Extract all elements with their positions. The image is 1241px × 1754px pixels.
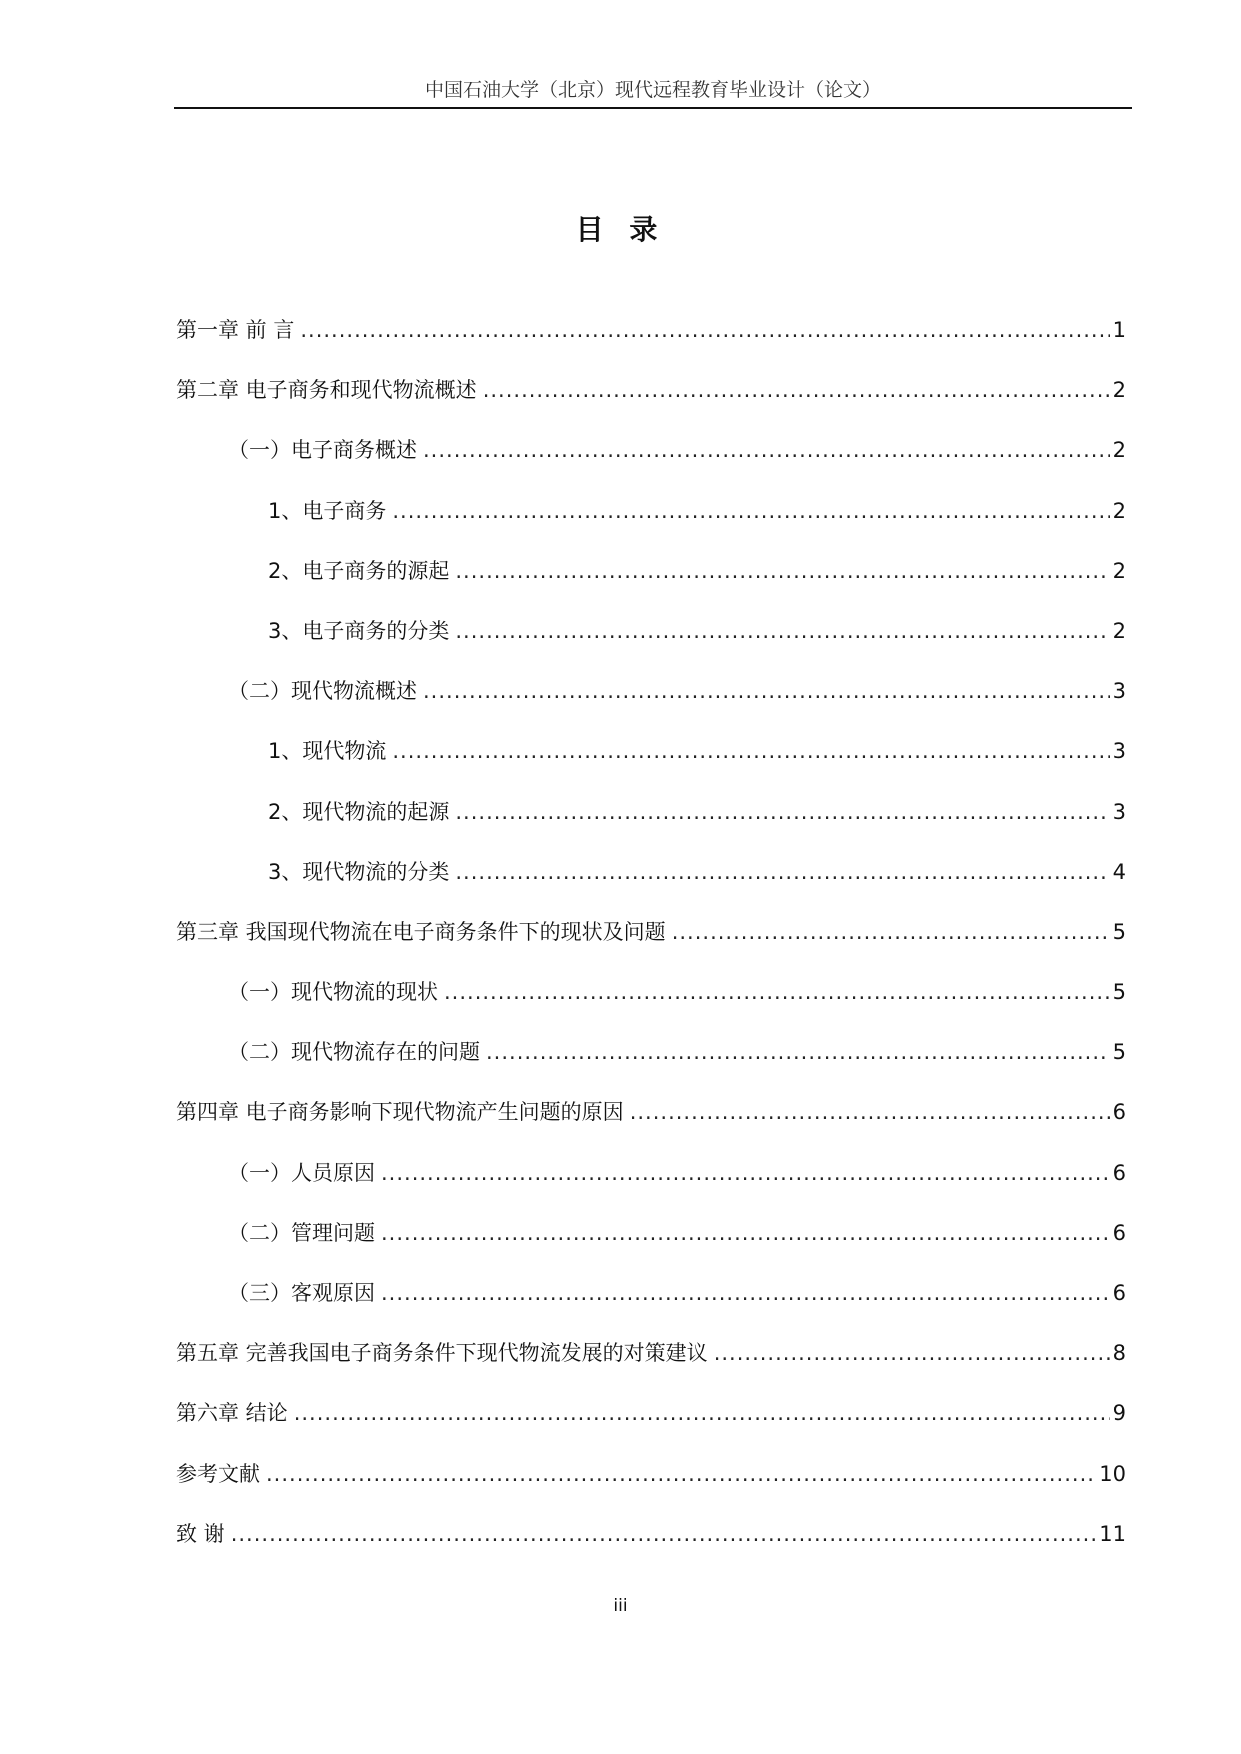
toc-entry[interactable] [176,676,1126,736]
toc-entry[interactable] [176,435,1126,495]
toc-title: 目 录 [575,213,666,246]
toc-entry-label: 第二章 电子商务和现代物流概述 [176,378,477,403]
toc-entry-label: 第一章 前 言 [176,318,295,342]
toc-entry-page: 5 [1112,919,1126,944]
toc-entry-label: （一）现代物流的现状 [228,980,438,1005]
toc-entry-label: （三）客观原因 [228,1281,375,1305]
toc-entry-label: （一）人员原因 [228,1160,375,1185]
toc-entry-page: 3 [1112,679,1126,704]
dot-leader [714,1338,1110,1368]
dot-leader [455,857,1109,887]
toc-entry-page: 3 [1112,739,1126,764]
dot-leader [300,315,1109,345]
toc-entry-page: 8 [1112,1341,1126,1366]
dot-leader [672,917,1110,947]
toc-entry-label: 第六章 结论 [176,1401,288,1426]
toc-entry-page: 2 [1112,378,1126,403]
toc-entry-label: 3、现代物流的分类 [268,859,450,884]
toc-entry[interactable] [176,1218,1126,1278]
toc-entry[interactable] [176,857,1126,917]
dot-leader [294,1398,1110,1428]
toc-entry-page: 9 [1112,1401,1126,1426]
dot-leader [455,556,1109,586]
toc-entry[interactable] [176,556,1126,616]
toc-entry-label: 致 谢 [176,1521,225,1546]
toc-entry[interactable] [176,315,1126,375]
dot-leader [630,1097,1110,1127]
toc-entry-page: 2 [1112,618,1126,643]
toc-entry-label: 第四章 电子商务影响下现代物流产生问题的原因 [176,1100,624,1125]
toc-entry-page: 6 [1112,1100,1126,1125]
toc-entry-label: （二）管理问题 [228,1220,375,1245]
header-rule [174,107,1132,109]
toc-entry[interactable] [176,797,1126,857]
toc-entry[interactable] [176,1097,1126,1157]
dot-leader [486,1037,1110,1067]
toc-entry-page: 5 [1112,980,1126,1005]
toc-entry-page: 2 [1112,498,1126,523]
toc-entry-page: 6 [1112,1281,1126,1305]
toc-entry-label: （一）电子商务概述 [228,438,417,463]
toc-entry[interactable] [176,1037,1126,1097]
toc-entry[interactable] [176,616,1126,676]
toc-entry-page: 4 [1112,859,1126,884]
toc-entry-page: 5 [1112,1040,1126,1065]
toc-entry-label: 参考文献 [176,1461,260,1486]
toc-entry-label: 第三章 我国现代物流在电子商务条件下的现状及问题 [176,919,666,944]
toc-entry-page: 11 [1099,1521,1126,1546]
dot-leader [455,797,1109,827]
toc-entry[interactable] [176,496,1126,556]
toc-entry[interactable] [176,1278,1126,1338]
toc-entry-page: 6 [1112,1160,1126,1185]
dot-leader [423,435,1110,465]
table-of-contents [176,315,1126,1579]
toc-entry-label: 1、现代物流 [268,739,387,764]
toc-entry-label: （二）现代物流存在的问题 [228,1040,480,1065]
dot-leader [266,1459,1096,1489]
toc-entry[interactable] [176,977,1126,1037]
toc-entry[interactable] [176,1338,1126,1398]
dot-leader [392,736,1109,766]
toc-entry[interactable] [176,917,1126,977]
toc-entry-page: 2 [1112,558,1126,583]
toc-entry[interactable] [176,736,1126,796]
toc-entry[interactable] [176,1459,1126,1519]
dot-leader [392,496,1109,526]
toc-entry[interactable] [176,1398,1126,1458]
toc-entry[interactable] [176,1519,1126,1579]
toc-entry-page: 3 [1112,799,1126,824]
toc-entry[interactable] [176,375,1126,435]
toc-entry[interactable] [176,1158,1126,1218]
running-header: 中国石油大学（北京）现代远程教育毕业设计（论文） [424,79,881,101]
toc-entry-page: 10 [1099,1461,1126,1486]
toc-entry-label: （二）现代物流概述 [228,679,417,704]
toc-entry-label: 2、电子商务的源起 [268,558,450,583]
toc-entry-page: 1 [1112,318,1126,342]
toc-entry-label: 第五章 完善我国电子商务条件下现代物流发展的对策建议 [176,1341,708,1366]
dot-leader [444,977,1110,1007]
dot-leader [455,616,1109,646]
page-number: iii [613,1596,628,1616]
toc-entry-label: 2、现代物流的起源 [268,799,450,824]
toc-entry-label: 1、电子商务 [268,498,387,523]
toc-entry-label: 3、电子商务的分类 [268,618,450,643]
dot-leader [381,1218,1110,1248]
dot-leader [381,1158,1110,1188]
dot-leader [423,676,1110,706]
dot-leader [381,1278,1110,1308]
toc-entry-page: 2 [1112,438,1126,463]
dot-leader [483,375,1110,405]
toc-entry-page: 6 [1112,1220,1126,1245]
dot-leader [231,1519,1097,1549]
